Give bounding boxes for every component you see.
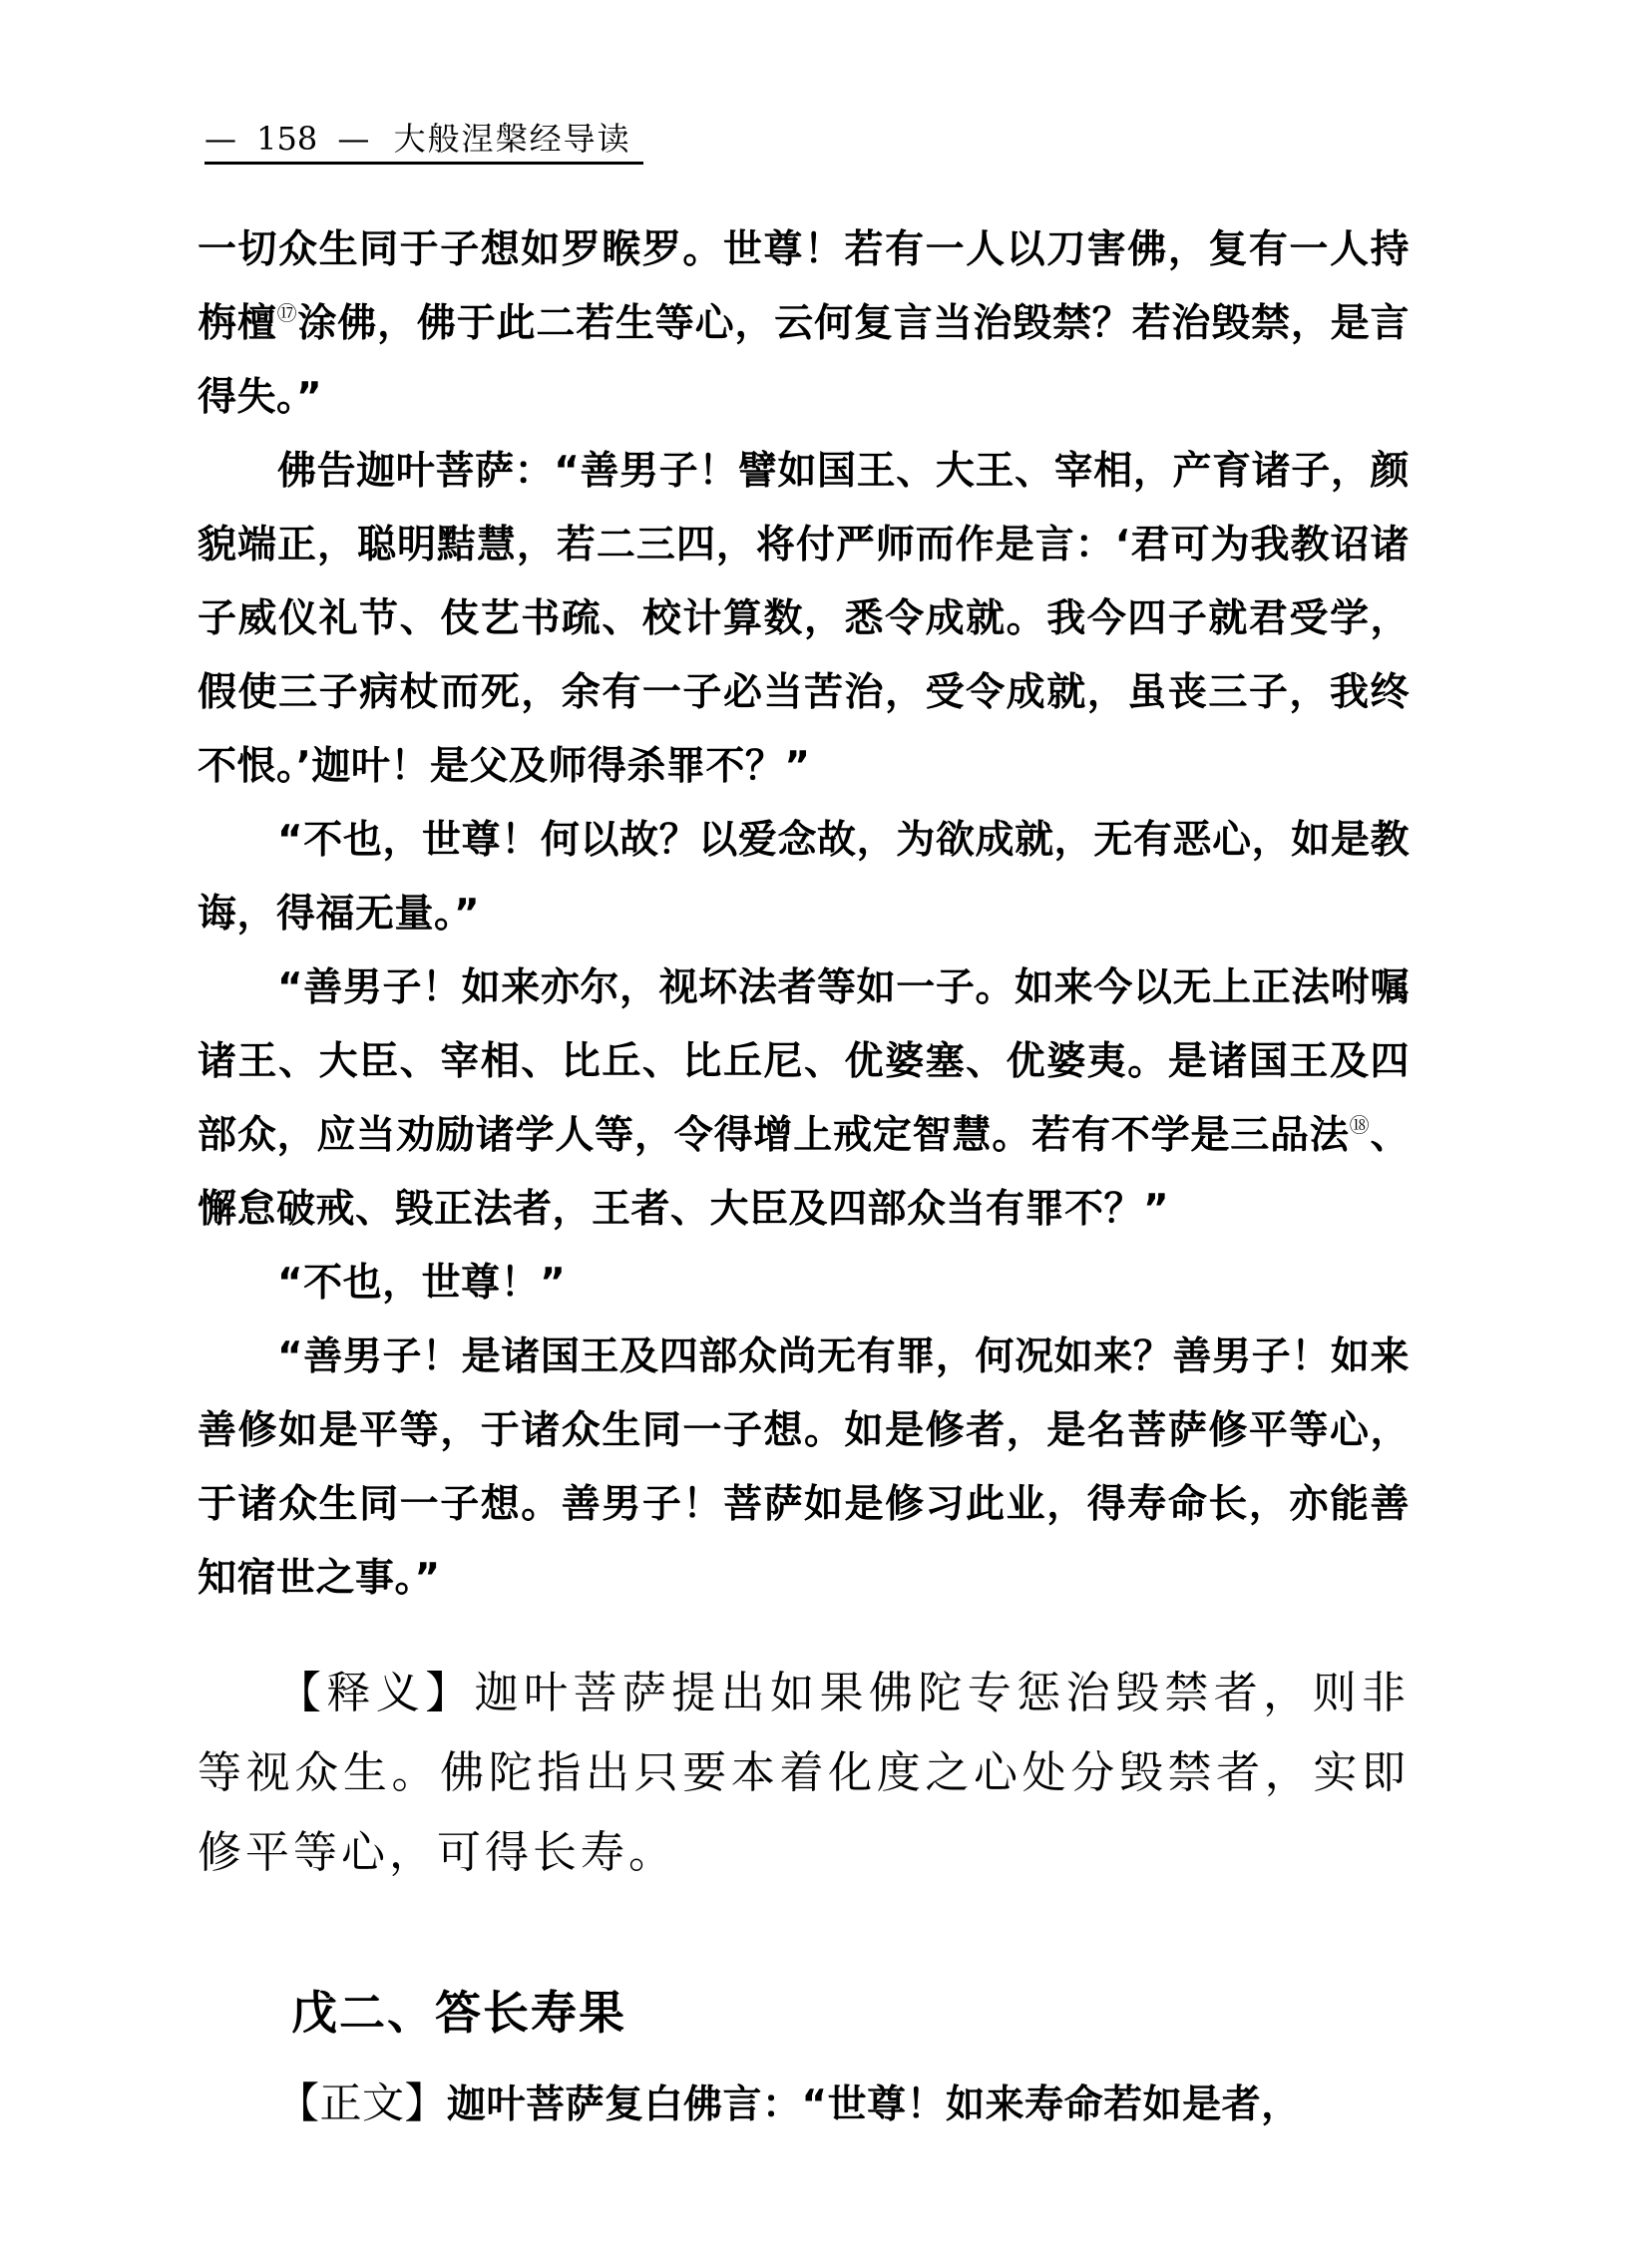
paragraph-3: “不也，世尊！何以故？以爱念故，为欲成就，无有恶心，如是教诲，得福无量。” xyxy=(198,818,1410,937)
scripture-block xyxy=(198,2067,1410,2142)
page-number: 158 xyxy=(256,120,318,158)
footnote-marker-17: ⑰ xyxy=(276,301,298,325)
header-dash-right: — xyxy=(337,120,370,158)
commentary-label: 【释义】 xyxy=(277,1668,475,1718)
paragraph-1 xyxy=(198,213,1410,435)
scripture-label: 【正文】 xyxy=(277,2079,448,2127)
running-header xyxy=(204,116,643,165)
section-heading: 戊二、答长寿果 xyxy=(291,1986,626,2040)
paragraph-1-text-a: 一切众生同于子想如罗睺罗。世尊！若有一人以刀害佛，复有一人持栴檀 xyxy=(198,227,1410,346)
paragraph-5: “不也，世尊！” xyxy=(277,1261,567,1306)
footnote-marker-18: ⑱ xyxy=(1349,1113,1371,1137)
paragraph-1-text-b: 涂佛，佛于此二若生等心，云何复言当治毁禁？若治毁禁，是言得失。” xyxy=(198,301,1410,420)
paragraph-4-text-b: 、懈怠破戒、毁正法者，王者、大臣及四部众当有罪不？” xyxy=(198,1113,1410,1232)
book-title: 大般涅槃经导读 xyxy=(393,120,631,158)
paragraph-4-text-a: “善男子！如来亦尔，视坏法者等如一子。如来今以无上正法咐嘱诸王、大臣、宰相、比丘、比丘尼、优婆塞、优婆夷。是诸国王及四部众，应当劝励诸学人等，令得增上戒定智慧。若有不学是三品法 xyxy=(198,965,1410,1158)
main-text xyxy=(198,213,1410,1616)
commentary-text: 迦叶菩萨提出如果佛陀专惩治毁禁者，则非等视众生。佛陀指出只要本着化度之心处分毁禁者，实即修平等心，可得长寿。 xyxy=(198,1668,1411,1878)
commentary-block xyxy=(198,1654,1410,1893)
commentary-paragraph xyxy=(198,1654,1410,1893)
paragraph-6: “善男子！是诸国王及四部众尚无有罪，何况如来？善男子！如来善修如是平等，于诸众生同一子想。如是修者，是名菩萨修平等心，于诸众生同一子想。善男子！菩萨如是修习此业，得寿命长，亦能善知宿世之事。” xyxy=(198,1334,1410,1601)
scripture-text: 迦叶菩萨复白佛言：“世尊！如来寿命若如是者， xyxy=(447,2082,1301,2127)
header-dash-left: — xyxy=(204,120,236,158)
paragraph-2: 佛告迦叶菩萨：“善男子！譬如国王、大王、宰相，产育诸子，颜貌端正，聪明黠慧，若二三四，将付严师而作是言：‘君可为我教诏诸子威仪礼节、伎艺书疏、校计算数，悉令成就。我今四子就君受学，假使三子病杖而死，余有一子必当苦治，受令成就，虽丧三子，我终不恨。’迦叶！是父及师得杀罪不？” xyxy=(198,449,1410,789)
paragraph-4 xyxy=(198,951,1410,1247)
scripture-paragraph xyxy=(198,2067,1410,2142)
